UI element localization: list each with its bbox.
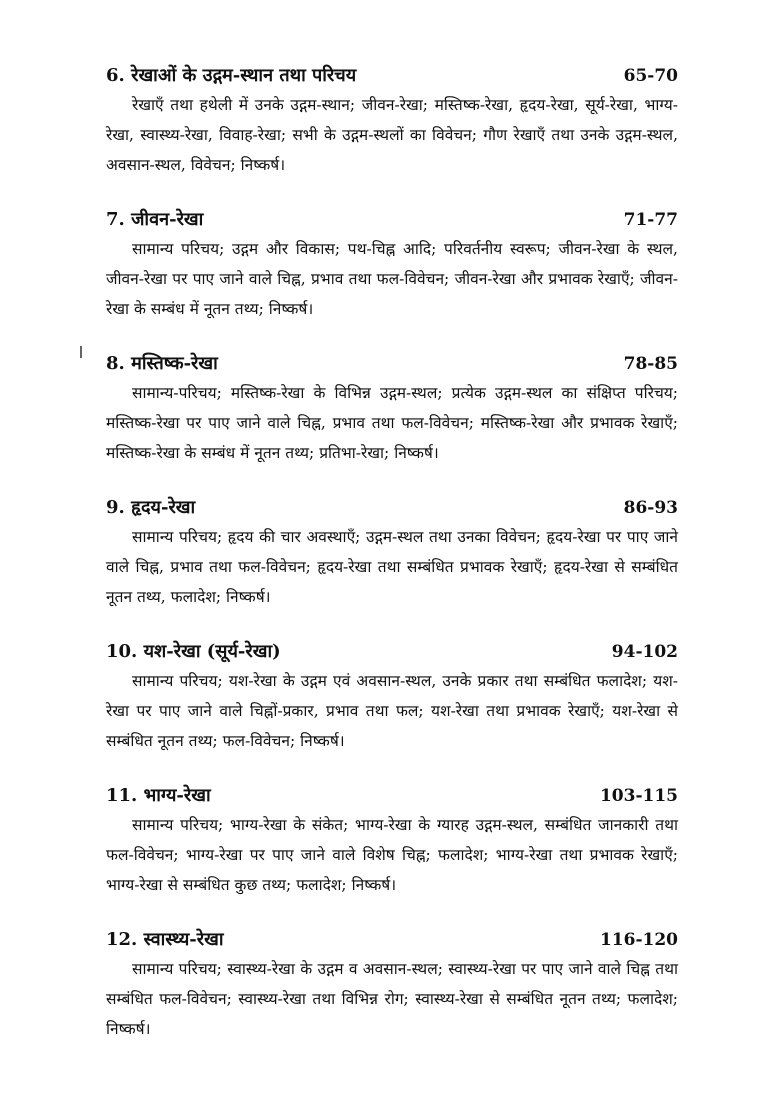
entry-description: रेखाएँ तथा हथेली में उनके उद्गम-स्थान; जीवन-रेखा; मस्तिष्क-रेखा, हृदय-रेखा, सूर्य-रेखा, भाग्य-रेखा, स्वास्थ्य-रेखा, विवाह-रेखा; सभी के उद्गम-स्थलों का विवेचन; गौण रेखाएँ तथा उनके उद्गम-स्थल, अवसान-स्थल, विवेचन; निष्कर्ष। [106, 96, 678, 174]
table-of-contents [106, 62, 678, 1070]
entry-number: 10. [106, 641, 138, 662]
entry-number: 12. [106, 929, 138, 950]
entry-title-text: भाग्य-रेखा [143, 785, 211, 806]
entry-description: सामान्य परिचय; हृदय की चार अवस्थाएँ; उद्गम-स्थल तथा उनका विवेचन; हृदय-रेखा पर पाए जाने वाले चिह्न, प्रभाव तथा फल-विवेचन; हृदय-रेखा तथा सम्बंधित प्रभावक रेखाएँ; हृदय-रेखा से सम्बंधित नूतन तथ्य, फलादेश; निष्कर्ष। [106, 528, 678, 606]
entry-number: 6. [106, 65, 125, 86]
entry-title [106, 350, 218, 378]
entry-description: सामान्य परिचय; स्वास्थ्य-रेखा के उद्गम व अवसान-स्थल; स्वास्थ्य-रेखा पर पाए जाने वाले चिह्न तथा सम्बंधित फल-विवेचन; स्वास्थ्य-रेखा तथा विभिन्न रोग; स्वास्थ्य-रेखा से सम्बंधित नूतन तथ्य; फलादेश; निष्कर्ष। [106, 960, 678, 1038]
entry-heading [106, 62, 678, 90]
toc-entry-6 [106, 62, 678, 180]
entry-title [106, 62, 356, 90]
entry-number: 7. [106, 209, 125, 230]
entry-title-text: स्वास्थ्य-रेखा [143, 929, 224, 950]
entry-title [106, 206, 203, 234]
entry-pages: 78-85 [623, 354, 678, 374]
entry-pages: 94-102 [611, 642, 678, 662]
entry-description: सामान्य-परिचय; मस्तिष्क-रेखा के विभिन्न उद्गम-स्थल; प्रत्येक उद्गम-स्थल का संक्षिप्त परिचय; मस्तिष्क-रेखा पर पाए जाने वाले चिह्न, प्रभाव तथा फल-विवेचन; मस्तिष्क-रेखा और प्रभावक रेखाएँ; मस्तिष्क-रेखा के सम्बंध में नूतन तथ्य; प्रतिभा-रेखा; निष्कर्ष। [106, 384, 678, 462]
toc-entry-11 [106, 782, 678, 900]
entry-description: सामान्य परिचय; भाग्य-रेखा के संकेत; भाग्य-रेखा के ग्यारह उद्गम-स्थल, सम्बंधित जानकारी तथा फल-विवेचन; भाग्य-रेखा पर पाए जाने वाले विशेष चिह्न; फलादेश; भाग्य-रेखा तथा प्रभावक रेखाएँ; भाग्य-रेखा से सम्बंधित कुछ तथ्य; फलादेश; निष्कर्ष। [106, 816, 678, 894]
entry-description: सामान्य परिचय; यश-रेखा के उद्गम एवं अवसान-स्थल, उनके प्रकार तथा सम्बंधित फलादेश; यश-रेखा पर पाए जाने वाले चिह्नों-प्रकार, प्रभाव तथा फल; यश-रेखा तथा प्रभावक रेखाएँ; यश-रेखा से सम्बंधित नूतन तथ्य; फल-विवेचन; निष्कर्ष। [106, 672, 678, 750]
entry-heading [106, 782, 678, 810]
entry-pages: 103-115 [599, 786, 678, 806]
toc-entry-9 [106, 494, 678, 612]
stray-mark [80, 346, 82, 358]
entry-title-text: मस्तिष्क-रेखा [131, 353, 218, 374]
entry-number: 8. [106, 353, 125, 374]
entry-pages: 71-77 [623, 210, 678, 230]
toc-entry-10 [106, 638, 678, 756]
entry-title-text: हृदय-रेखा [131, 497, 196, 518]
entry-heading [106, 494, 678, 522]
toc-entry-8 [106, 350, 678, 468]
entry-title [106, 494, 195, 522]
entry-number: 9. [106, 497, 125, 518]
entry-pages: 116-120 [599, 930, 678, 950]
toc-entry-7 [106, 206, 678, 324]
entry-description: सामान्य परिचय; उद्गम और विकास; पथ-चिह्न आदि; परिवर्तनीय स्वरूप; जीवन-रेखा के स्थल, जीवन-रेखा पर पाए जाने वाले चिह्न, प्रभाव तथा फल-विवेचन; जीवन-रेखा और प्रभावक रेखाएँ; जीवन-रेखा के सम्बंध में नूतन तथ्य; निष्कर्ष। [106, 240, 678, 318]
entry-title-text: जीवन-रेखा [131, 209, 204, 230]
entry-title [106, 638, 281, 666]
entry-heading [106, 350, 678, 378]
entry-title-text: रेखाओं के उद्गम-स्थान तथा परिचय [131, 65, 357, 86]
toc-entry-12 [106, 926, 678, 1044]
entry-heading [106, 638, 678, 666]
entry-number: 11. [106, 785, 138, 806]
entry-pages: 65-70 [623, 66, 678, 86]
entry-title-text: यश-रेखा (सूर्य-रेखा) [143, 641, 281, 662]
entry-heading [106, 926, 678, 954]
entry-title [106, 926, 224, 954]
entry-title [106, 782, 211, 810]
entry-heading [106, 206, 678, 234]
entry-pages: 86-93 [623, 498, 678, 518]
